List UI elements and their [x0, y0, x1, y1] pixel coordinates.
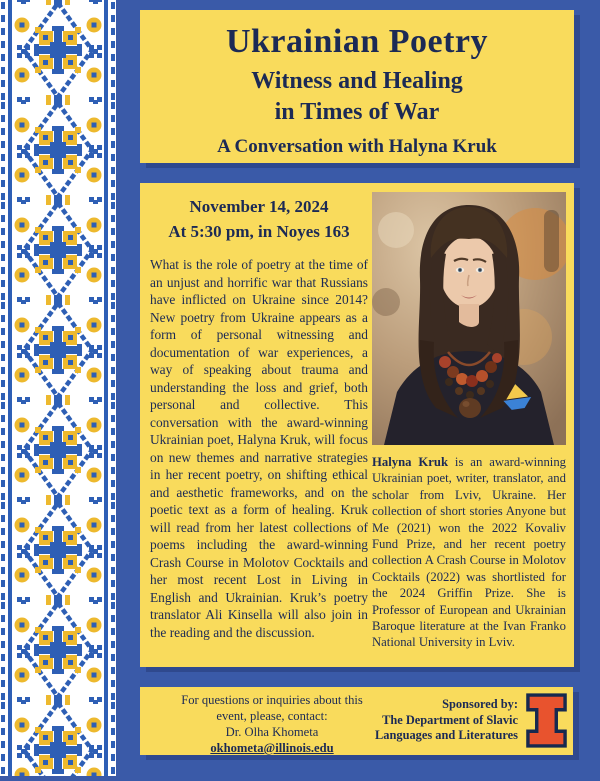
speaker-portrait-photo: [372, 192, 566, 445]
sponsor-text: [375, 697, 518, 744]
poster-title: Ukrainian Poetry: [225, 23, 489, 60]
sponsor-block: [375, 692, 568, 749]
poster-subtitle-line-2: in Times of War: [274, 99, 440, 125]
contact-block: [146, 692, 398, 756]
speaker-photo: [372, 192, 566, 445]
contact-email-link[interactable]: okhometa@illinois.edu: [210, 741, 334, 755]
event-date: November 14, 2024: [189, 197, 329, 216]
poster-tagline: A Conversation with Halyna Kruk: [217, 136, 497, 157]
contact-line-1: For questions or inquiries about this: [181, 693, 363, 707]
contact-name: Dr. Olha Khometa: [225, 725, 319, 739]
event-time-location: At 5:30 pm, in Noyes 163: [168, 222, 350, 241]
event-details-column: [150, 193, 368, 641]
footer-panel: [140, 687, 573, 755]
event-description: What is the role of poetry at the time of an unjust and horrific war that Russians have inflicted on Ukraine since 2014? New poetry from Ukraine appears as a form of personal witnessing and documentation of war experiences, a way of speaking about trauma and understanding the loss and grief, both personal and collective. This conversation with the award-winning Ukrainian poet, Halyna Kruk, will focus on new themes and narrative strategies in her recent poetry, on shifting ethical and aesthetic frameworks, and on the poetic text as a form of healing. Kruk will read from her latest collections of poems including the award-winning Crash Course in Molotov Cocktails and her most recent Lost in Living in English and Ukrainian. Kruk’s poetry translator Ali Kinsella will also join in the reading and the discussion.: [150, 257, 368, 640]
main-panel: [140, 183, 574, 667]
speaker-bio-text: is an award-winning Ukrainian poet, writer, translator, and scholar from Lviv, Ukraine. Her collection of short stories Anyone but Me (2021) won the 2022 Kovaliv Fund Prize, and her recent poetry collection A Crash Course in Molotov Cocktails (2022) was shortlisted for the 2024 Griffin Prize. She is Professor of European and Ukrainian Baroque literature at the Ivan Franko National University in Lviv.: [372, 455, 567, 650]
speaker-bio: [372, 454, 566, 651]
sponsor-line-2: The Department of Slavic: [382, 712, 518, 727]
sponsor-line-1: Sponsored by:: [442, 697, 518, 712]
contact-line-2: event, please, contact:: [216, 709, 328, 723]
block-i-logo: [525, 692, 568, 749]
poster-subtitle-line-1: Witness and Healing: [251, 68, 463, 94]
cross-stitch-pattern-icon: [0, 0, 116, 776]
vyshyvanka-border-pattern: [0, 0, 116, 776]
header-panel: [140, 10, 574, 163]
sponsor-line-3: Languages and Literatures: [375, 728, 518, 743]
speaker-name: Halyna Kruk: [372, 455, 449, 469]
